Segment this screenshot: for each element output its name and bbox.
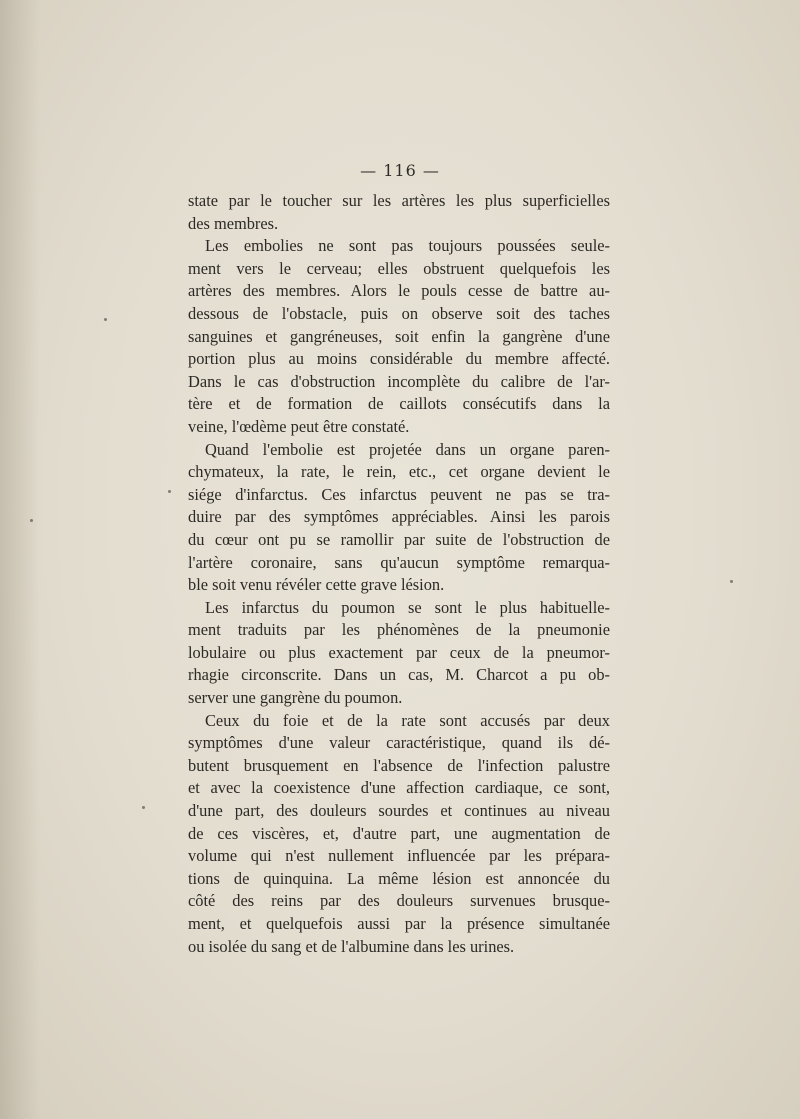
text-line: et avec la coexistence d'une affection cardiaque, ce sont,	[188, 778, 610, 798]
text-line: dessous de l'obstacle, puis on observe soit des taches	[188, 303, 610, 323]
text-line: sanguines et gangréneuses, soit enfin la gangrène d'une	[188, 326, 610, 346]
paper-speck	[168, 490, 171, 493]
text-line: rhagie circonscrite. Dans un cas, M. Charcot a pu ob-	[188, 665, 610, 685]
text-line: artères des membres. Alors le pouls cesse de battre au-	[188, 281, 610, 301]
paper-speck	[104, 318, 107, 321]
text-line: des membres.	[188, 213, 279, 233]
text-line: state par le toucher sur les artères les plus superficielles	[188, 191, 610, 210]
text-line: ou isolée du sang et de l'albumine dans les urines.	[188, 936, 515, 956]
paper-speck	[142, 806, 145, 809]
text-line: l'artère coronaire, sans qu'aucun symptôme remarqua-	[188, 552, 610, 572]
text-line: veine, l'œdème peut être constaté.	[188, 416, 410, 436]
text-line: symptômes d'une valeur caractéristique, quand ils dé-	[188, 733, 610, 753]
text-line: volume qui n'est nullement influencée par les prépara-	[188, 846, 610, 866]
text-line: Ceux du foie et de la rate sont accusés par deux	[205, 710, 610, 730]
text-line: tions de quinquina. La même lésion est annoncée du	[188, 868, 610, 888]
text-line: ment, et quelquefois aussi par la présence simultanée	[188, 914, 610, 933]
text-line: côté des reins par des douleurs survenues brusque-	[188, 891, 610, 911]
text-line: ment vers le cerveau; elles obstruent quelquefois les	[188, 258, 610, 278]
text-line: d'une part, des douleurs sourdes et continues au niveau	[188, 801, 610, 821]
text-line: Les embolies ne sont pas toujours poussées seule-	[205, 236, 610, 256]
text-line: chymateux, la rate, le rein, etc., cet organe devient le	[188, 462, 610, 482]
text-line: duire par des symptômes appréciables. Ainsi les parois	[188, 507, 610, 527]
paper-speck	[730, 580, 733, 583]
text-line: Dans le cas d'obstruction incomplète du calibre de l'ar-	[188, 371, 610, 391]
text-line: portion plus au moins considérable du membre affecté.	[188, 349, 610, 369]
page-number: — 116 —	[360, 161, 440, 180]
text-line: lobulaire ou plus exactement par ceux de la pneumor-	[188, 642, 610, 662]
text-line: server une gangrène du poumon.	[188, 688, 403, 708]
text-line: Quand l'embolie est projetée dans un organe paren-	[205, 439, 610, 459]
text-line: du cœur ont pu se ramollir par suite de l'obstruction de	[188, 529, 610, 549]
body-text	[188, 190, 610, 958]
text-line: Les infarctus du poumon se sont le plus habituelle-	[205, 597, 610, 617]
text-line: ment traduits par les phénomènes de la pneumonie	[188, 620, 610, 640]
text-line: siége d'infarctus. Ces infarctus peuvent ne pas se tra-	[188, 484, 610, 504]
text-line: tère et de formation de caillots consécutifs dans la	[188, 394, 610, 414]
text-line: de ces viscères, et, d'autre part, une augmentation de	[188, 823, 610, 843]
paper-speck	[30, 519, 33, 522]
text-line: butent brusquement en l'absence de l'infection palustre	[188, 755, 610, 775]
text-line: ble soit venu révéler cette grave lésion.	[188, 575, 445, 595]
